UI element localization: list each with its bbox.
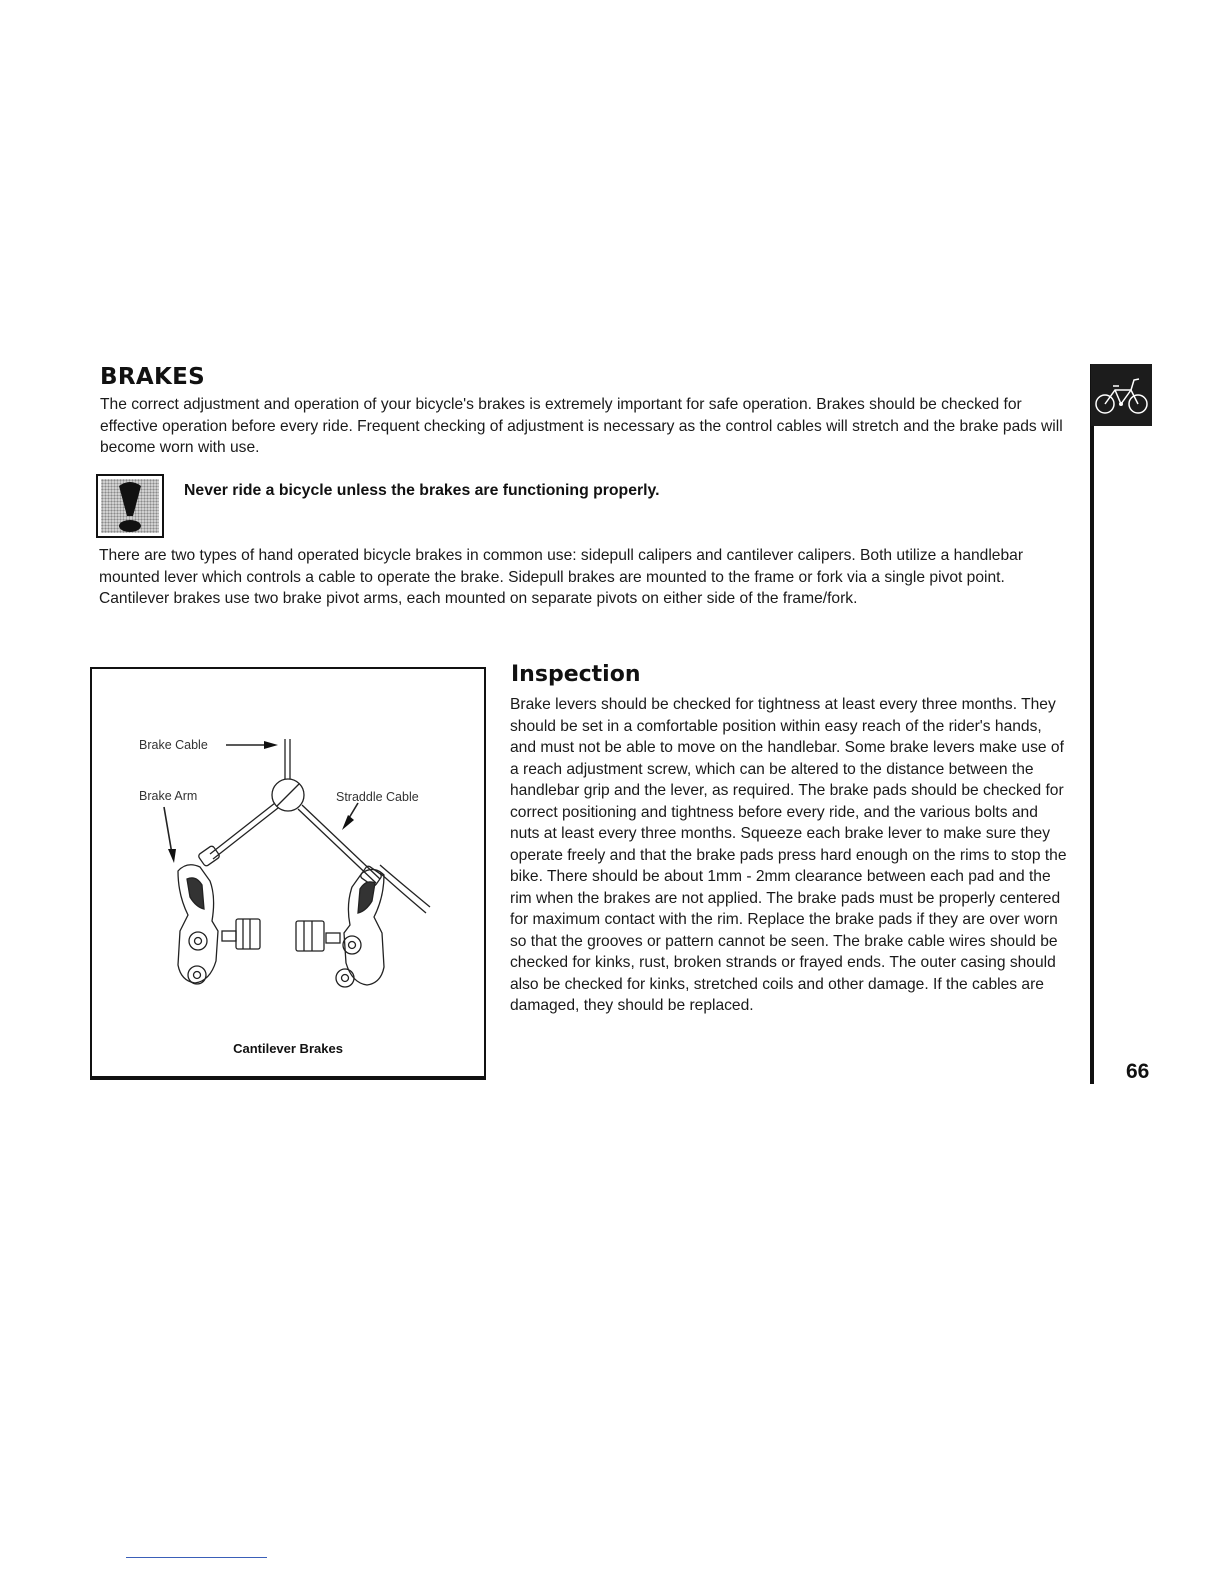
warning-text: Never ride a bicycle unless the brakes are functioning properly. — [184, 482, 660, 499]
side-rule — [1090, 364, 1094, 1084]
figure-caption: Cantilever Brakes — [233, 1041, 343, 1056]
page-number: 66 — [1126, 1060, 1150, 1083]
cantilever-brake-illustration — [92, 669, 484, 1029]
section-title: BRAKES — [100, 364, 205, 390]
exclamation-warning-icon — [96, 474, 164, 538]
cantilever-brakes-figure — [90, 667, 486, 1080]
brake-arm-label: Brake Arm — [139, 789, 198, 803]
section-tab — [1091, 364, 1152, 426]
brake-types-paragraph: There are two types of hand operated bicycle brakes in common use: sidepull calipers and cantilever calipers. Both utilize a handlebar mounted lever which controls a cable to operate the brake. Sidepull brakes are mounted to the frame or fork via a single pivot point. Cantilever brakes use two brake pivot arms, each mounted on separate pivots on either side of the frame/fork. — [99, 547, 1024, 607]
footer-rule — [126, 1557, 267, 1558]
brake-cable-label: Brake Cable — [139, 738, 208, 752]
bicycle-icon — [1091, 364, 1152, 426]
inspection-title: Inspection — [511, 662, 641, 687]
inspection-paragraph: Brake levers should be checked for tightness at least every three months. They should be set in a comfortable position within easy reach of the rider's hands, and must not be able to move on the handlebar. Some brake levers make use of a reach adjustment screw, which can be altered to the distance between the handlebar grip and the lever, as required. The brake pads should be checked for correct positioning and tightness before every ride, and the various bolts and nuts at least every three months. Squeeze each brake lever to make sure they operate freely and that the brake pads press hard enough on the rims to stop the bike. There should be about 1mm - 2mm clearance between each pad and the rim when the brakes are not applied. The brake pads must be properly centered for maximum contact with the rim. Replace the brake pads if they are over worn so that the grooves or pattern cannot be seen. The brake cable wires should be checked for kinks, rust, broken strands or frayed ends. The outer casing should also be checked for kinks, stretched coils and other damage. If the cables are damaged, they should be replaced. — [510, 696, 1067, 1014]
intro-paragraph: The correct adjustment and operation of your bicycle's brakes is extremely important for safe operation. Brakes should be checked for effective operation before every ride. Frequent checking of adjustment is necessary as the control cables will stretch and the brake pads will become worn with use. — [100, 396, 1063, 456]
straddle-cable-label: Straddle Cable — [336, 790, 419, 804]
